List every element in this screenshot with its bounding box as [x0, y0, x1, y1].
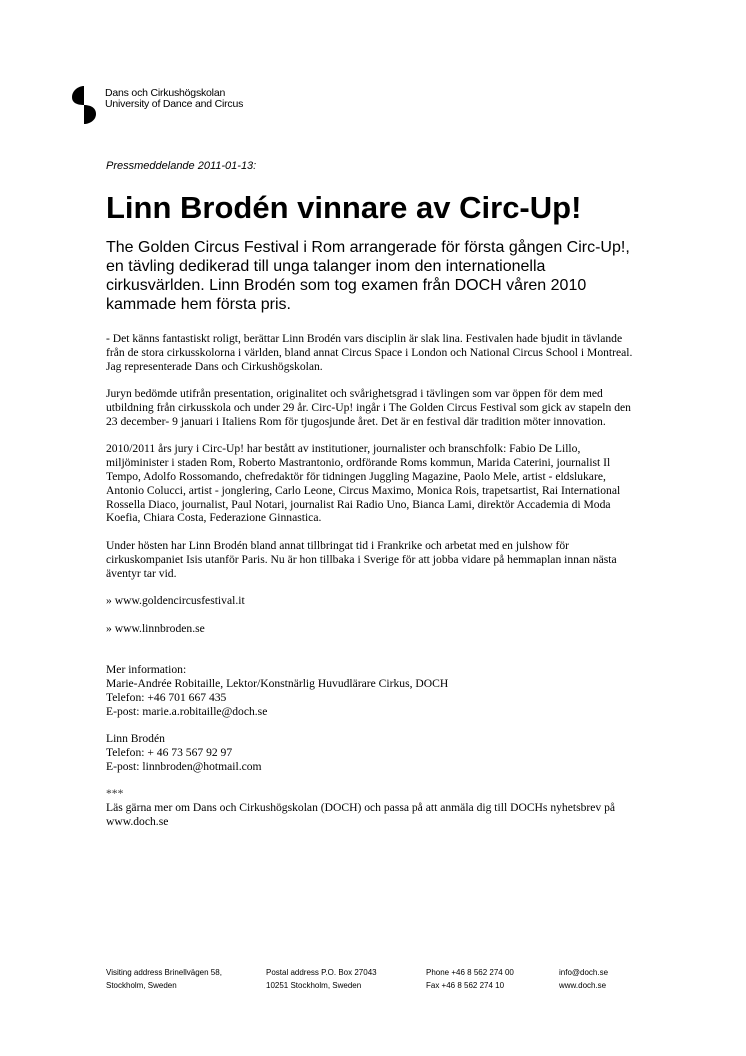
footer-phone-fax: Phone +46 8 562 274 00 Fax +46 8 562 274 10 — [426, 968, 514, 990]
section-separator: *** — [106, 787, 124, 801]
closing-text: Läs gärna mer om Dans och Cirkushögskolan (DOCH) och passa på att anmäla dig till DOCHs nyhetsbrev på www.doch.se — [106, 801, 616, 828]
org-name-swedish: Dans och Cirkushögskolan — [105, 87, 226, 99]
footer-postal-address: Postal address P.O. Box 27043 10251 Stockholm, Sweden — [266, 968, 377, 990]
footer-website[interactable]: www.doch.se — [559, 981, 607, 990]
contact-email[interactable]: E-post: linnbroden@hotmail.com — [106, 759, 262, 773]
body-paragraph-2: Juryn bedömde utifrån presentation, originalitet och svårighetsgrad i tävlingen som var öppen för dem med utbildning från cirkusskola och under 29 år. Circ-Up! ingår i The Golden Circus Festival som gick av stapeln den 23 december- 9 januari i Italiens Rom för tjugosjunde året. Det är en festival där tradition möter innovation. — [106, 387, 631, 428]
contact-phone: Telefon: +46 701 667 435 — [106, 690, 227, 704]
contact-block-robitaille — [106, 663, 636, 718]
closing-block — [106, 787, 636, 828]
link-linn-broden[interactable]: » www.linnbroden.se — [106, 621, 205, 635]
body-paragraph-4: Under hösten har Linn Brodén bland annat tillbringat tid i Frankrike och arbetat med en julshow för cirkuskompaniet Isis utanför Paris. Nu är hon tillbaka i Sverige för att jobba vidare på hemmaplan innan nästa äventyr tar vid. — [106, 538, 617, 580]
contact-name: Linn Brodén — [106, 732, 165, 746]
contact-name: Marie-Andrée Robitaille, Lektor/Konstnärlig Huvudlärare Cirkus, DOCH — [106, 676, 449, 690]
contact-heading: Mer information: — [106, 663, 187, 677]
contact-block-broden — [106, 732, 636, 773]
contact-phone: Telefon: + 46 73 567 92 97 — [106, 745, 233, 759]
contact-email[interactable]: E-post: marie.a.robitaille@doch.se — [106, 704, 268, 718]
footer-web-contact — [559, 966, 608, 992]
lead-paragraph: The Golden Circus Festival i Rom arrangerade för första gången Circ-Up!, en tävling dedikerad till unga talanger inom den internationella cirkusvärlden. Linn Brodén som tog examen från DOCH våren 2010 kammade hem första pris. — [106, 239, 630, 313]
link-golden-circus-festival[interactable]: » www.goldencircusfestival.it — [106, 594, 245, 608]
org-name-english: University of Dance and Circus — [105, 98, 244, 110]
doch-s-logo-icon — [68, 85, 100, 125]
body-paragraph-1: - Det känns fantastiskt roligt, berättar Linn Brodén vars disciplin är slak lina. Festivalen hade bjudit in tävlande från de stora cirkusskolorna i världen, bland annat Circus Space i London och National Circus School i Montreal. Jag representerade Dans och Cirkushögskolan. — [106, 332, 633, 373]
organization-name — [105, 88, 243, 110]
footer-visiting-address: Visiting address Brinellvägen 58, Stockholm, Sweden — [106, 968, 222, 990]
article-body — [106, 332, 636, 829]
body-paragraph-3: 2010/2011 års jury i Circ-Up! har bestått av institutioner, journalister och branschfolk: Fabio De Lillo, miljöminister i staden Rom, Roberto Mastrantonio, ordförande Roms kommun, Marida Caterini, journalist Il Tempo, Adolfo Rossomando, chefredaktör för tidningen Juggling Magazine, Paolo Mele, artist - eldslukare, Antonio Colucci, artist - jonglering, Carlo Leone, Circus Maximo, Monica Rois, trapetsartist, Rai International Rossella Diaco, journalist, Paul Notari, journalist Rai Radio Uno, Bianca Lami, direktör Accademia di Moda Koefia, Chiara Costa, Federazione Ginnastica. — [106, 442, 621, 525]
headline: Linn Brodén vinnare av Circ-Up! — [106, 190, 582, 225]
press-release-date: Pressmeddelande 2011-01-13: — [106, 160, 257, 172]
footer-email[interactable]: info@doch.se — [559, 968, 609, 977]
